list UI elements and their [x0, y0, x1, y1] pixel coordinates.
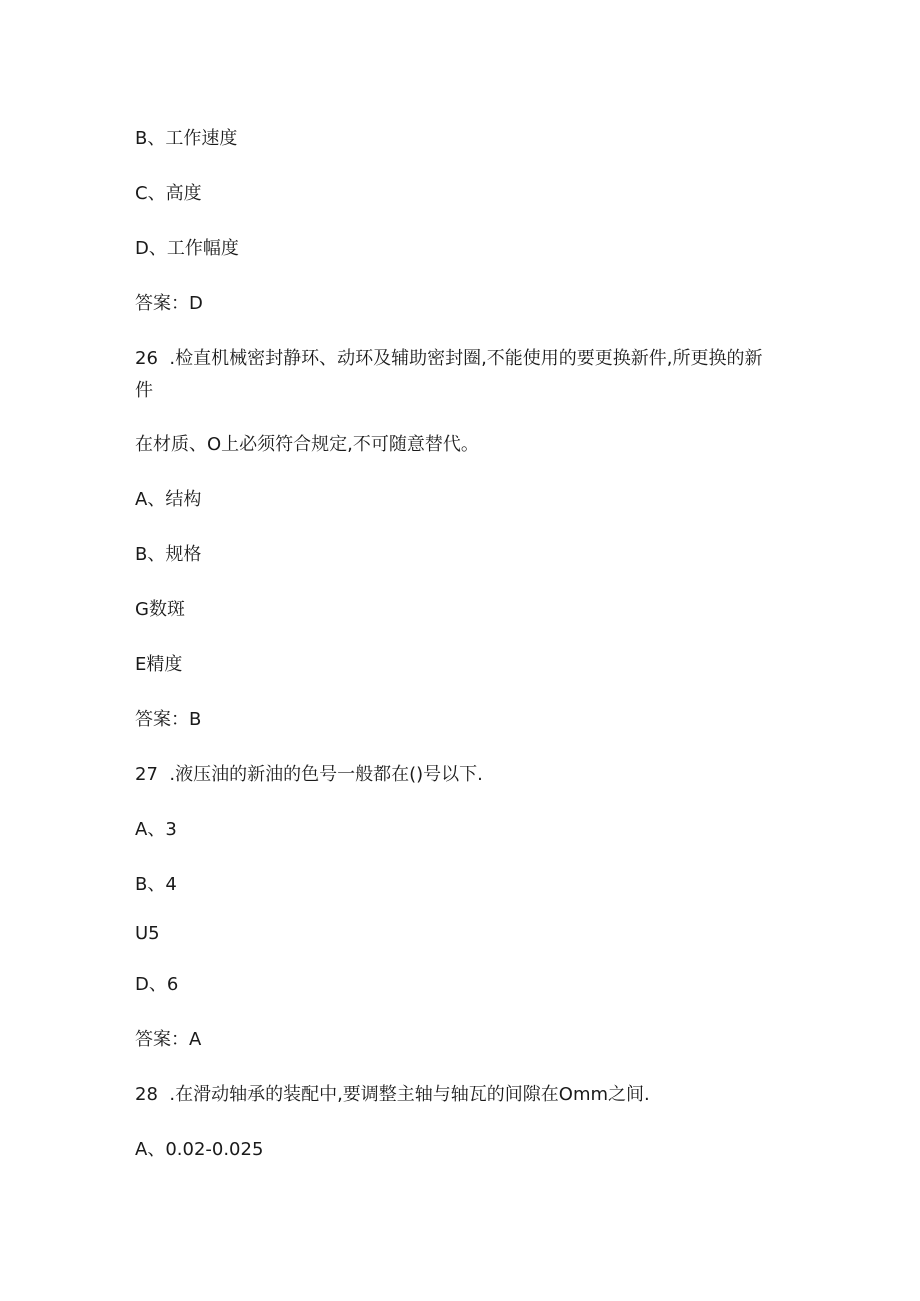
option-a-q27: A、3: [135, 819, 177, 840]
option-a-q28: A、0.02-0.025: [135, 1139, 264, 1160]
option-c-q27: U5: [135, 923, 160, 944]
question-26-line-2: 件: [135, 380, 153, 401]
option-c-q25: C、高度: [135, 183, 202, 204]
option-a-q26: A、结构: [135, 489, 202, 510]
option-d-q26: E精度: [135, 654, 183, 675]
option-b-q26: B、规格: [135, 544, 202, 565]
option-b-q25: B、工作速度: [135, 128, 238, 149]
answer-q27: 答案：A: [135, 1029, 202, 1050]
option-b-q27: B、4: [135, 874, 177, 895]
answer-q26: 答案：B: [135, 709, 202, 730]
option-c-q26: G数斑: [135, 599, 185, 620]
question-26-line-1: 26 .检直机械密封静环、动环及辅助密封圈,不能使用的要更换新件,所更换的新: [135, 348, 763, 369]
question-26-line-3: 在材质、O上必须符合规定,不可随意替代。: [135, 434, 479, 455]
option-d-q27: D、6: [135, 974, 179, 995]
answer-q25: 答案：D: [135, 293, 203, 314]
question-28: 28 .在滑动轴承的装配中,要调整主轴与轴瓦的间隙在Omm之间.: [135, 1084, 650, 1105]
option-d-q25: D、工作幅度: [135, 238, 239, 259]
question-27: 27 .液压油的新油的色号一般都在()号以下.: [135, 764, 483, 785]
